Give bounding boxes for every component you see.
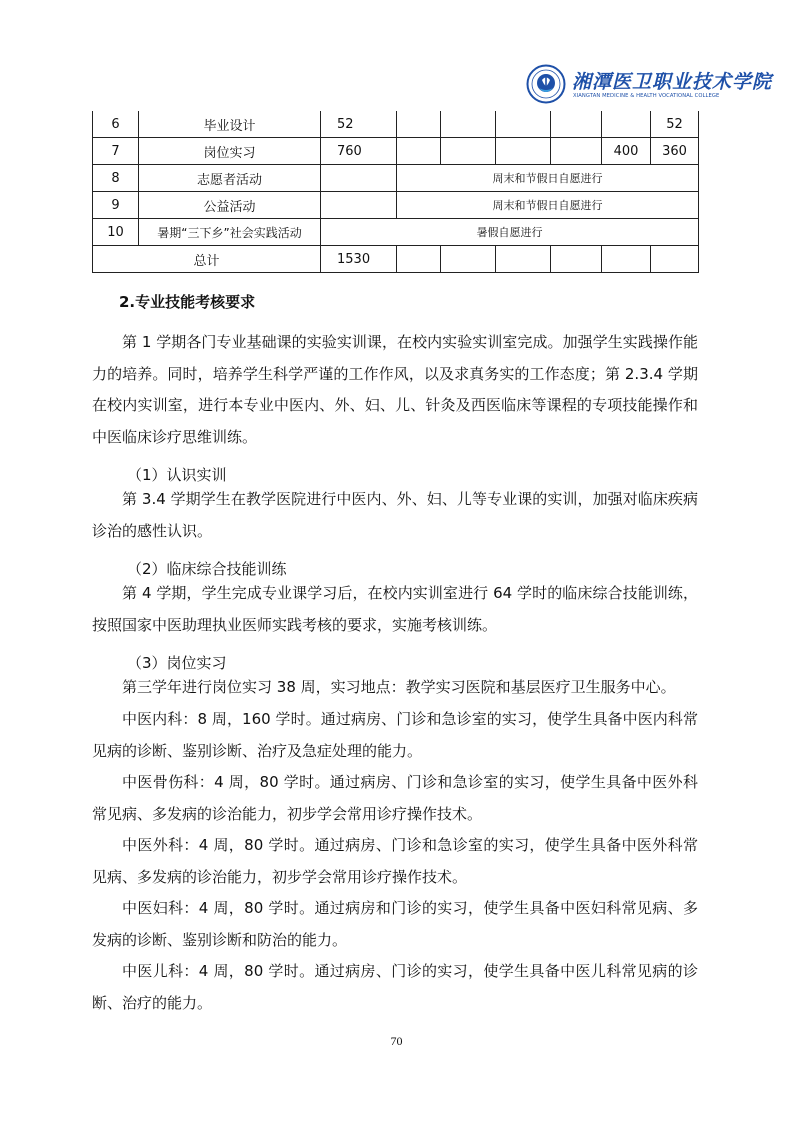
subheading-recognition-training: （1）认识实训: [127, 466, 227, 484]
table-row: [93, 111, 699, 138]
empty-cell: [496, 138, 551, 165]
page-number: 70: [390, 1034, 403, 1048]
total-label: 总计: [93, 246, 321, 273]
empty-cell: [602, 246, 651, 273]
table-row: [93, 138, 699, 165]
empty-cell: [441, 246, 496, 273]
empty-cell: [441, 111, 496, 138]
row-number: 9: [93, 192, 139, 219]
empty-cell: [551, 246, 602, 273]
table-row: [93, 165, 699, 192]
semester-cell: 360: [651, 138, 699, 165]
schedule-note: 暑假自愿进行: [321, 219, 699, 246]
schedule-note: 周末和节假日自愿进行: [397, 192, 699, 219]
empty-cell: [441, 138, 496, 165]
item-name: 暑期“三下乡”社会实践活动: [139, 219, 321, 246]
hours-cell: 760: [321, 138, 397, 165]
table-row: [93, 219, 699, 246]
empty-cell: [551, 138, 602, 165]
gynecology-paragraph: 中医妇科：4 周，80 学时。通过病房和门诊的实习，使学生具备中医妇科常见病、多发病的诊断、鉴别诊断和防治的能力。: [92, 899, 698, 949]
row-number: 8: [93, 165, 139, 192]
empty-cell: [321, 192, 397, 219]
semester-cell: 52: [651, 111, 699, 138]
item-name: 公益活动: [139, 192, 321, 219]
empty-cell: [651, 246, 699, 273]
college-logo: [526, 64, 773, 106]
clinical-skills-paragraph: 第 4 学期，学生完成专业课学习后，在校内实训室进行 64 学时的临床综合技能训练，按照国家中医助理执业医师实践考核的要求，实施考核训练。: [92, 584, 698, 634]
empty-cell: [397, 246, 441, 273]
practice-table: [92, 111, 699, 273]
subheading-clinical-skills: （2）临床综合技能训练: [127, 560, 287, 578]
hours-cell: 52: [321, 111, 397, 138]
empty-cell: [397, 138, 441, 165]
row-number: 6: [93, 111, 139, 138]
schedule-note: 周末和节假日自愿进行: [397, 165, 699, 192]
college-name-en: XIANGTAN MEDICINE & HEALTH VOCATIONAL COLLEGE: [573, 93, 720, 99]
item-name: 岗位实习: [139, 138, 321, 165]
college-name-cn: 湘潭医卫职业技术学院: [572, 71, 773, 93]
empty-cell: [551, 111, 602, 138]
orthopedics-paragraph: 中医骨伤科：4 周，80 学时。通过病房、门诊和急诊室的实习，使学生具备中医外科常见病、多发病的诊治能力，初步学会常用诊疗操作技术。: [92, 773, 698, 823]
empty-cell: [496, 111, 551, 138]
college-emblem-icon: [526, 64, 566, 104]
semester-cell: 400: [602, 138, 651, 165]
semester-cell: [602, 111, 651, 138]
empty-cell: [321, 165, 397, 192]
empty-cell: [397, 111, 441, 138]
surgery-paragraph: 中医外科：4 周，80 学时。通过病房、门诊和急诊室的实习，使学生具备中医外科常见病、多发病的诊治能力，初步学会常用诊疗操作技术。: [92, 836, 698, 886]
row-number: 7: [93, 138, 139, 165]
internal-medicine-paragraph: 中医内科：8 周，160 学时。通过病房、门诊和急诊室的实习，使学生具备中医内科常见病的诊断、鉴别诊断、治疗及急症处理的能力。: [92, 710, 698, 760]
recognition-training-paragraph: 第 3.4 学期学生在教学医院进行中医内、外、妇、儿等专业课的实训，加强对临床疾病诊治的感性认识。: [92, 490, 698, 540]
table-row: [93, 192, 699, 219]
total-hours: 1530: [321, 246, 397, 273]
empty-cell: [496, 246, 551, 273]
section-title: 2.专业技能考核要求: [119, 293, 256, 311]
item-name: 毕业设计: [139, 111, 321, 138]
row-number: 10: [93, 219, 139, 246]
total-row: [93, 246, 699, 273]
pediatrics-paragraph: 中医儿科：4 周，80 学时。通过病房、门诊的实习，使学生具备中医儿科常见病的诊断、治疗的能力。: [92, 962, 698, 1012]
subheading-internship: （3）岗位实习: [127, 654, 227, 672]
internship-intro-paragraph: 第三学年进行岗位实习 38 周，实习地点：教学实习医院和基层医疗卫生服务中心。: [122, 678, 676, 696]
item-name: 志愿者活动: [139, 165, 321, 192]
intro-paragraph: 第 1 学期各门专业基础课的实验实训课，在校内实验实训室完成。加强学生实践操作能力的培养。同时，培养学生科学严谨的工作作风，以及求真务实的工作态度；第 2.3.4 学期在校内实训室，进行本专业中医内、外、妇、儿、针灸及西医临床等课程的专项技能操作和中医临床诊疗思维训练。: [92, 333, 698, 446]
